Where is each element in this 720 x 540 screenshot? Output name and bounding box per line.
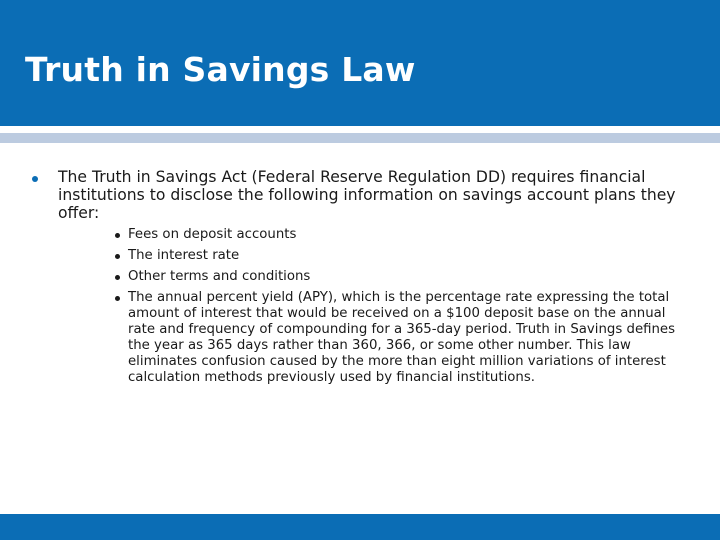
sub-bullet-text: The annual percent yield (APY), which is the percentage rate expressing the total amount of interest that would be received on a $100 deposit base on the annual rate and frequency of compounding for a 365-day period. Truth in Savings defines the year as 365 days rather than 360, 366, or some other number. This law eliminates confusion caused by the more than eight million variations of interest calculation methods previously used by financial institutions. — [128, 290, 676, 385]
bullet-text: The Truth in Savings Act (Federal Reserve Regulation DD) requires financial institutions to disclose the following information on savings account plans they offer: — [58, 168, 676, 222]
sub-bullet-list — [58, 227, 690, 386]
sub-bullet-text: Fees on deposit accounts — [128, 227, 297, 242]
sub-bullet-dot-icon — [115, 275, 120, 280]
sub-bullet-item — [128, 290, 690, 386]
sub-bullet-item — [128, 227, 690, 243]
title-band — [0, 0, 720, 126]
sub-bullet-dot-icon — [115, 296, 120, 301]
sub-bullet-item — [128, 269, 690, 285]
title-accent-stripe — [0, 133, 720, 143]
sub-bullet-text: The interest rate — [128, 248, 240, 263]
sub-bullet-text: Other terms and conditions — [128, 269, 311, 284]
bullet-item — [20, 168, 690, 386]
slide-body — [20, 168, 690, 391]
sub-bullet-dot-icon — [115, 233, 120, 238]
slide-title: Truth in Savings Law — [25, 50, 416, 89]
sub-bullet-dot-icon — [115, 254, 120, 259]
footer-band — [0, 514, 720, 540]
sub-bullet-item — [128, 248, 690, 264]
bullet-dot-icon — [32, 176, 38, 182]
